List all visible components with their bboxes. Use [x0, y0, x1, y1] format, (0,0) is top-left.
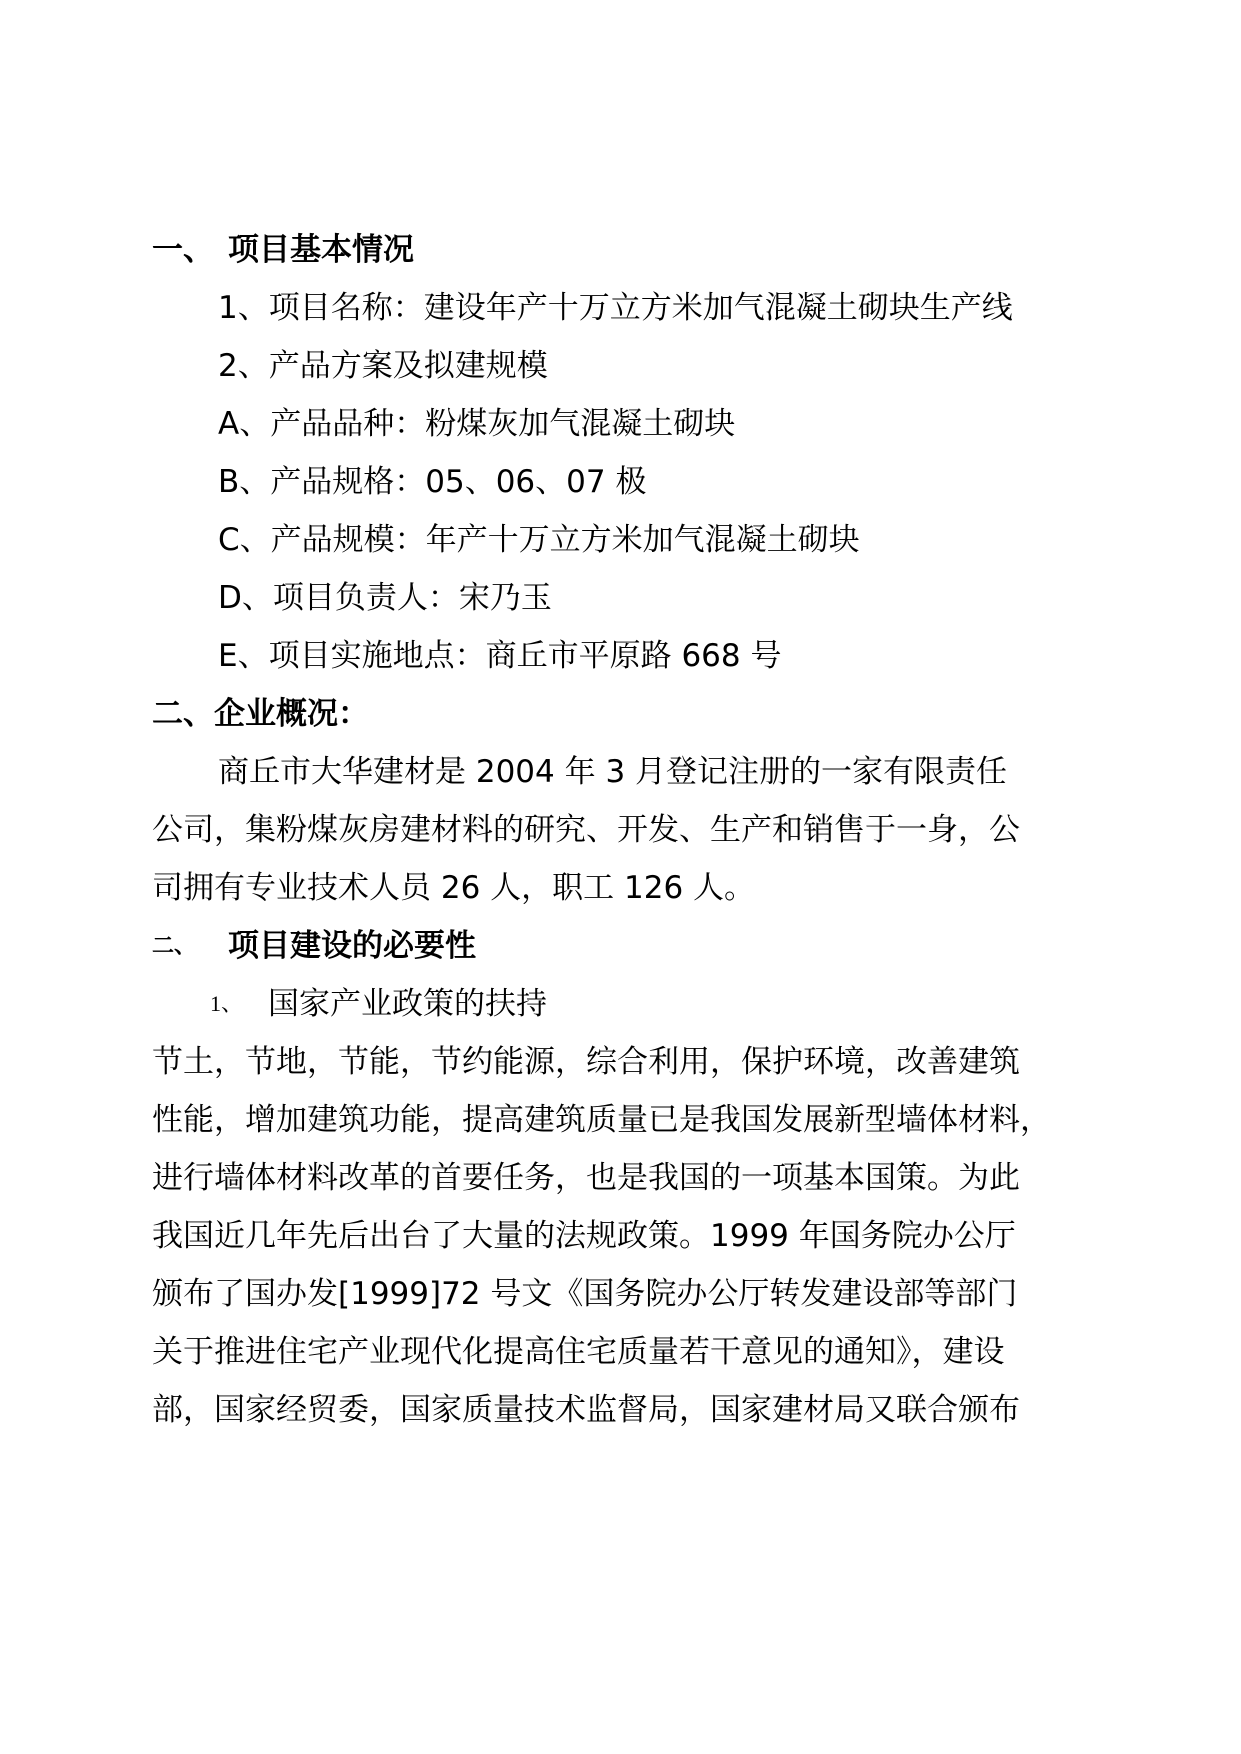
list-item: [0, 565, 1241, 631]
paragraph-line: [0, 1319, 1241, 1385]
paragraph-text: 司拥有专业技术人员 26 人，职工 126 人。: [152, 870, 756, 906]
paragraph-text: 商丘市大华建材是 2004 年 3 月登记注册的一家有限责任: [218, 754, 1008, 790]
section-heading-1: [0, 217, 1241, 283]
list-item-text: E、项目实施地点：商丘市平原路 668 号: [218, 638, 782, 674]
list-item-text: A、产品品种：粉煤灰加气混凝土砌块: [218, 406, 736, 442]
subsection-number: 1、: [210, 991, 244, 1016]
list-item: [0, 333, 1241, 399]
list-item-text: 1、项目名称：建设年产十万立方米加气混凝土砌块生产线: [218, 290, 1013, 326]
list-item: [0, 507, 1241, 573]
list-item: [0, 449, 1241, 515]
paragraph-line: [0, 1261, 1241, 1327]
section-number: 二、: [152, 933, 197, 958]
paragraph-text: 性能，增加建筑功能，提高建筑质量已是我国发展新型墙体材料，: [152, 1102, 1051, 1138]
list-item-text: C、产品规模：年产十万立方米加气混凝土砌块: [218, 522, 860, 558]
section-heading-3: [0, 913, 1241, 979]
list-item-text: 2、产品方案及拟建规模: [218, 348, 548, 384]
list-item-text: D、项目负责人：宋乃玉: [218, 580, 552, 616]
paragraph-line: [0, 855, 1241, 921]
paragraph-text: 进行墙体材料改革的首要任务，也是我国的一项基本国策。为此: [152, 1160, 1020, 1196]
paragraph-line: [0, 739, 1241, 805]
list-item: [0, 391, 1241, 457]
paragraph-line: [0, 1029, 1241, 1095]
paragraph-line: [0, 1087, 1241, 1153]
section-heading-2: [0, 681, 1241, 747]
paragraph-line: [0, 1145, 1241, 1211]
paragraph-text: 颁布了国办发[1999]72 号文《国务院办公厅转发建设部等部门: [152, 1276, 1018, 1312]
paragraph-text: 关于推进住宅产业现代化提高住宅质量若干意见的通知》，建设: [152, 1334, 1005, 1370]
paragraph-text: 节土，节地，节能，节约能源，综合利用，保护环境，改善建筑: [152, 1044, 1020, 1080]
paragraph-line: [0, 797, 1241, 863]
list-item: [0, 275, 1241, 341]
subsection-heading: [0, 971, 1241, 1037]
paragraph-text: 部，国家经贸委，国家质量技术监督局，国家建材局又联合颁布: [152, 1392, 1020, 1428]
subsection-title: 国家产业政策的扶持: [268, 986, 547, 1022]
list-item-text: B、产品规格：05、06、07 极: [218, 464, 647, 500]
section-title: 项目建设的必要性: [228, 928, 476, 964]
section-number: 一、: [152, 232, 214, 268]
paragraph-text: 我国近几年先后出台了大量的法规政策。1999 年国务院办公厅: [152, 1218, 1016, 1254]
section-title: 项目基本情况: [228, 232, 414, 268]
paragraph-line: [0, 1203, 1241, 1269]
section-title: 二、企业概况：: [152, 696, 369, 732]
paragraph-line: [0, 1377, 1241, 1443]
list-item: [0, 623, 1241, 689]
paragraph-text: 公司，集粉煤灰房建材料的研究、开发、生产和销售于一身，公: [152, 812, 1020, 848]
